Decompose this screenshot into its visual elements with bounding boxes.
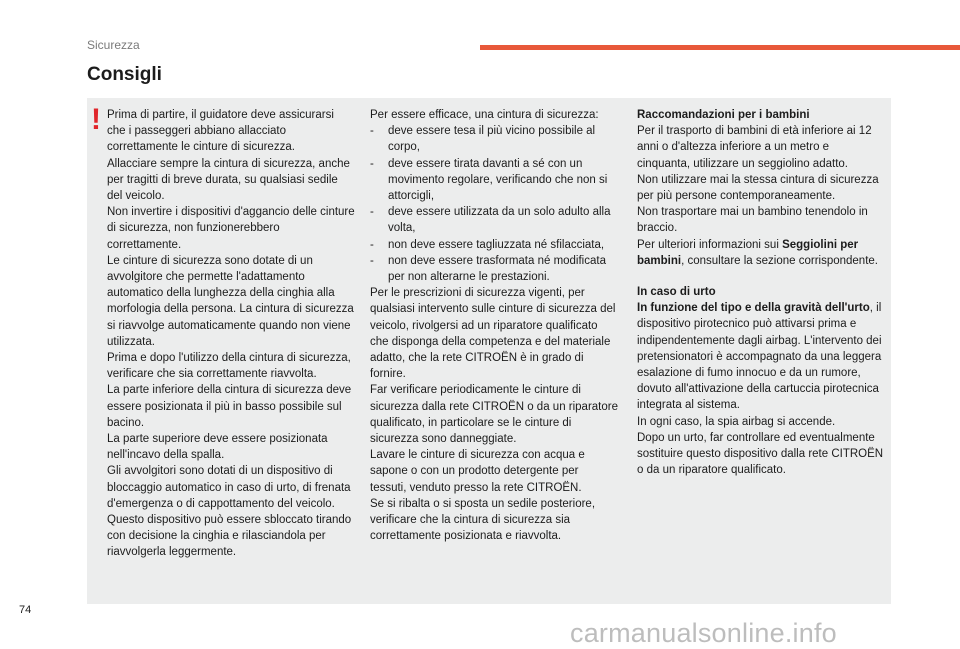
- paragraph: Non trasportare mai un bambino tenendolo in braccio.: [637, 206, 868, 235]
- column-1: [107, 107, 355, 561]
- page-title: Consigli: [87, 64, 162, 85]
- more-info-suffix: , consultare la sezione corrispondente.: [681, 254, 878, 267]
- paragraph: Prima e dopo l'utilizzo della cintura di sicurezza, verificare che sia correttamente riavvolta.: [107, 352, 351, 381]
- paragraph: Allacciare sempre la cintura di sicurezza, anche per tragitti di breve durata, su qualsiasi sedile del veicolo.: [107, 157, 350, 203]
- paragraph: Non invertire i dispositivi d'aggancio delle cinture di sicurezza, non funzionerebbero correttamente.: [107, 206, 355, 251]
- column-2: [370, 107, 618, 544]
- crash-heading: In caso di urto: [637, 286, 716, 299]
- paragraph: Prima di partire, il guidatore deve assicurarsi che i passeggeri abbiano allacciato correttamente le cinture di sicurezza.: [107, 109, 334, 154]
- more-info-link-text: Seggiolini per bambini: [637, 238, 859, 267]
- paragraph: Dopo un urto, far controllare ed eventualmente sostituire questo dispositivo dalla rete CITROËN o da un riparatore qualificato.: [637, 431, 884, 477]
- crash-paragraph: [637, 300, 885, 413]
- list-item: - non deve essere trasformata né modificata per non alterarne le prestazioni.: [370, 253, 618, 285]
- list-item: - non deve essere tagliuzzata né sfilacciata,: [370, 237, 618, 253]
- crash-text: , il dispositivo pirotecnico può attivarsi prima e indipendentemente dagli airbag. L'intervento dei pretensionatori è accompagnato da una leggera esalazione di fumo innocuo e da un rumore, dovuto all'attivazione della cartuccia pirotecnica integrata al sistema.: [637, 302, 882, 412]
- paragraph: La parte inferiore della cintura di sicurezza deve essere posizionata il più in basso possibile sul bacino.: [107, 384, 352, 429]
- paragraph: Per il trasporto di bambini di età inferiore ai 12 anni o d'altezza inferiore a un metro e cinquanta, utilizzare un seggiolino adatto.: [637, 125, 872, 170]
- paragraph: Le cinture di sicurezza sono dotate di un avvolgitore che permette l'adattamento automatico della lunghezza della cinghia alla morfologia della persona. La cintura di sicurezza si riavvolge automaticamente quando non viene utilizzata.: [107, 254, 354, 348]
- more-info-prefix: Per ulteriori informazioni sui: [637, 238, 783, 251]
- exclamation-icon: !: [91, 103, 101, 136]
- section-header: Sicurezza: [87, 38, 140, 52]
- children-heading: Raccomandazioni per i bambini: [637, 109, 810, 121]
- list-item: - deve essere tesa il più vicino possibile al corpo,: [370, 123, 618, 155]
- paragraph: Per le prescrizioni di sicurezza vigenti, per qualsiasi intervento sulle cinture di sicurezza del veicolo, rivolgersi ad un riparatore qualificato che disponga della competenza e del materiale adatto, che la rete CITROËN è in grado di fornire.: [370, 287, 616, 381]
- list-item: - deve essere tirata davanti a sé con un movimento regolare, verificando che non si attorcigli,: [370, 156, 618, 205]
- page-number: 74: [19, 604, 32, 616]
- column-3: [637, 107, 885, 478]
- more-info-paragraph: [637, 237, 885, 269]
- paragraph: Far verificare periodicamente le cinture di sicurezza dalla rete CITROËN o da un riparatore qualificato, in particolare se le cinture di sicurezza sono danneggiate.: [370, 384, 618, 446]
- spacer: [637, 269, 885, 284]
- paragraph: La parte superiore deve essere posizionata nell'incavo della spalla.: [107, 433, 328, 462]
- paragraph: Lavare le cinture di sicurezza con acqua e sapone o con un prodotto detergente per tessuti, venduto presso la rete CITROËN.: [370, 449, 585, 494]
- paragraph: In ogni caso, la spia airbag si accende.: [637, 415, 836, 428]
- paragraph: Gli avvolgitori sono dotati di un dispositivo di bloccaggio automatico in caso di urto, di frenata d'emergenza o di cappottamento del veicolo. Questo dispositivo può essere sbloccato tirando con decisione la cinghia e rilasciandola per riavvolgerla leggermente.: [107, 465, 352, 559]
- crash-bold-text: In funzione del tipo e della gravità dell'urto: [637, 302, 870, 315]
- paragraph: Non utilizzare mai la stessa cintura di sicurezza per più persone contemporaneamente.: [637, 173, 879, 203]
- list-intro: Per essere efficace, una cintura di sicurezza:: [370, 109, 599, 121]
- header-accent-bar: [480, 45, 960, 50]
- list-item: - deve essere utilizzata da un solo adulto alla volta,: [370, 204, 618, 236]
- paragraph: Se si ribalta o si sposta un sedile posteriore, verificare che la cintura di sicurezza sia correttamente posizionata e riavvolta.: [370, 497, 596, 543]
- watermark: carmanualsonline.info: [570, 618, 837, 648]
